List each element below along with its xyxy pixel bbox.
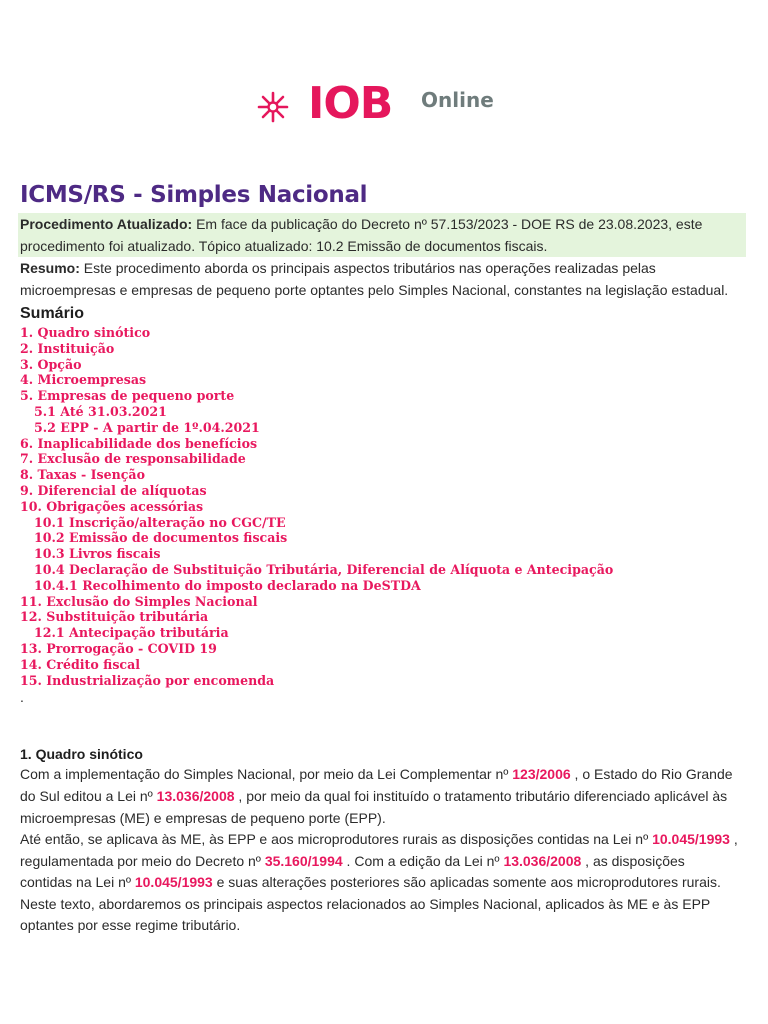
toc-sublink[interactable]: 12.1 Antecipação tributária <box>34 625 229 641</box>
text-run: , por meio da qual foi instituído o tratamento tributário diferenciado aplicável às microempresas (ME) e empresas de pequeno porte (EPP). <box>20 787 728 826</box>
toc-sublink[interactable]: 5.1 Até 31.03.2021 <box>34 403 167 419</box>
toc-link[interactable]: 8. Taxas - Isenção <box>20 467 145 483</box>
toc-sublink[interactable]: 10.1 Inscrição/alteração no CGC/TE <box>34 514 286 530</box>
law-link[interactable]: 10.045/1993 <box>134 874 213 891</box>
text-run: , as disposições contidas na Lei nº <box>20 852 685 891</box>
toc-link[interactable]: 7. Exclusão de responsabilidade <box>20 451 246 467</box>
toc-link[interactable]: 2. Instituição <box>20 340 115 356</box>
logo-brand-text: IOB <box>308 78 393 129</box>
toc-link[interactable]: 11. Exclusão do Simples Nacional <box>20 593 258 609</box>
section-heading: 1. Quadro sinótico <box>20 746 143 763</box>
toc-link[interactable]: 5. Empresas de pequeno porte <box>20 388 235 404</box>
asterisk-star-icon <box>256 90 290 124</box>
iob-online-logo <box>256 78 516 134</box>
text-run: e suas alterações posteriores são aplicadas somente aos microprodutores rurais. <box>212 874 721 891</box>
law-link[interactable]: 13.036/2008 <box>156 787 235 804</box>
decree-link[interactable]: 35.160/1994 <box>264 852 343 869</box>
summary-text: Este procedimento aborda os principais aspectos tributários nas operações realizadas pelas microempresas e empresas de pequeno porte optantes pelo Simples Nacional, constantes na legislação estadual. <box>20 260 729 298</box>
section-paragraph <box>20 764 740 829</box>
law-link[interactable]: 123/2006 <box>512 766 571 783</box>
toc-sublink[interactable]: 10.4 Declaração de Substituição Tributária, Diferencial de Alíquota e Antecipação <box>34 561 614 577</box>
text-run: . Com a edição da Lei nº <box>342 852 504 869</box>
toc-sublink[interactable]: 5.2 EPP - A partir de 1º.04.2021 <box>34 419 260 435</box>
procedure-text: Em face da publicação do Decreto nº 57.153/2023 - DOE RS de 23.08.2023, este procedimento foi atualizado. Tópico atualizado: 10.2 Emissão de documentos fiscais. <box>20 216 703 254</box>
toc-heading: Sumário <box>20 305 85 322</box>
text-run: , regulamentada por meio do Decreto nº <box>20 831 738 869</box>
text-run: , o Estado do Rio Grande do Sul editou a Lei nº <box>20 766 733 804</box>
toc-link[interactable]: 14. Crédito fiscal <box>20 656 141 672</box>
toc-link[interactable]: 15. Industrialização por encomenda <box>20 672 275 688</box>
toc-sublink[interactable]: 10.4.1 Recolhimento do imposto declarado na DeSTDA <box>34 577 421 593</box>
procedure-label: Procedimento Atualizado: <box>20 216 193 232</box>
toc-link[interactable]: 10. Obrigações acessórias <box>20 498 204 514</box>
section-paragraph <box>20 829 740 894</box>
text-run: Até então, se aplicava às ME, às EPP e aos microprodutores rurais as disposições contidas na Lei nº <box>20 831 653 848</box>
toc-trailer: . <box>20 689 24 706</box>
toc-link[interactable]: 13. Prorrogação - COVID 19 <box>20 640 217 656</box>
toc-sublink[interactable]: 10.2 Emissão de documentos fiscais <box>34 530 288 546</box>
document-content <box>20 182 740 937</box>
toc-link[interactable]: 6. Inaplicabilidade dos benefícios <box>20 435 258 451</box>
logo-product-text: Online <box>421 88 494 112</box>
summary-paragraph <box>20 257 740 301</box>
toc-sublink[interactable]: 10.3 Livros fiscais <box>34 546 161 562</box>
section-paragraph: Neste texto, abordaremos os principais aspectos relacionados ao Simples Nacional, aplicados às ME e às EPP optantes por esse regime tributário. <box>20 895 710 934</box>
table-of-contents <box>20 325 740 688</box>
law-link[interactable]: 10.045/1993 <box>652 831 730 848</box>
page-title: ICMS/RS - Simples Nacional <box>20 182 368 208</box>
toc-link[interactable]: 9. Diferencial de alíquotas <box>20 482 207 498</box>
toc-link[interactable]: 3. Opção <box>20 356 82 372</box>
toc-link[interactable]: 12. Substituição tributária <box>20 609 209 625</box>
procedure-updated-note <box>18 213 746 257</box>
summary-label: Resumo: <box>20 260 80 276</box>
law-link[interactable]: 13.036/2008 <box>503 852 582 869</box>
toc-link[interactable]: 1. Quadro sinótico <box>20 325 151 340</box>
text-run: Com a implementação do Simples Nacional, por meio da Lei Complementar nº <box>20 766 513 783</box>
toc-link[interactable]: 4. Microempresas <box>20 372 147 388</box>
